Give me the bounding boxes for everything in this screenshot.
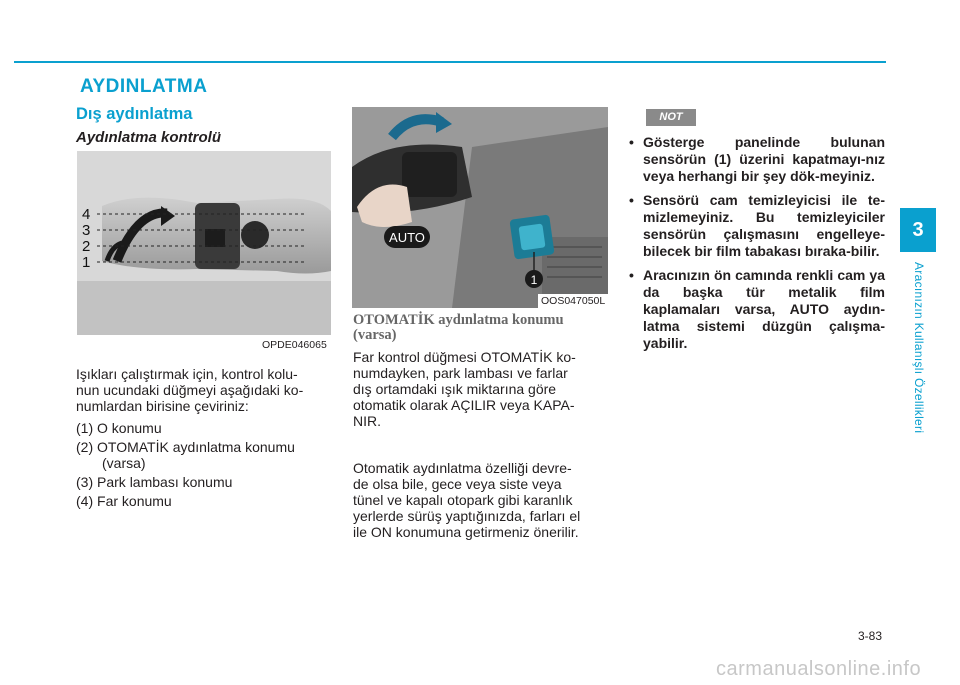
note-badge: NOT	[646, 109, 696, 126]
note-bullet: • Sensörü cam temizleyicisi ile te-mizlemeyiniz. Bu temizleyiciler sensörün çalışmasını engelleye-bilecek bir film tabakası bıraka-bilir.	[629, 192, 885, 259]
lever-label-4: 4	[82, 206, 91, 223]
note-bullet: • Aracınızın ön camında renkli cam ya da başka tür metalik film kaplamaları varsa, AUTO aydın-latma sistemi düzgün çalışma-yabilir.	[629, 267, 885, 351]
note-bullets	[629, 134, 885, 359]
note-bullet: • Gösterge panelinde bulunan sensörün (1) üzerini kapatmayı-nız veya herhangi bir şey dök-meyiniz.	[629, 134, 885, 184]
sensor-marker-1: 1	[530, 273, 538, 287]
position-list	[76, 420, 332, 512]
subheading: Dış aydınlatma	[76, 105, 193, 123]
left-intro	[76, 366, 332, 414]
auto-para2: Otomatik aydınlatma özelliği devre- de olsa bile, gece veya siste veya tünel ve kapalı otopark gibi karanlık yerlerde sürüş yaptığınızda, farları el ile ON konumuna getirmeniz önerilir.	[353, 460, 581, 540]
lever-label-3: 3	[82, 222, 91, 239]
watermark: carmanualsonline.info	[716, 658, 922, 680]
figure-sensor-image	[352, 107, 608, 308]
section-title: AYDINLATMA	[80, 76, 208, 97]
list-item: (3) Park lambası konumu	[76, 474, 233, 490]
figure2-caption: OOS047050L	[541, 295, 606, 307]
intro-line: numlardan birisine çeviriniz:	[76, 398, 249, 414]
auto-label: AUTO	[389, 230, 425, 245]
auto-heading: OTOMATİK aydınlatma konumu (varsa)	[353, 312, 564, 343]
list-item: (1) O konumu	[76, 420, 162, 436]
list-item: (2) OTOMATİK aydınlatma konumu (varsa)	[76, 439, 295, 471]
list-item: (4) Far konumu	[76, 493, 172, 509]
lever-label-1: 1	[82, 254, 91, 271]
page-number: 3-83	[858, 629, 883, 643]
figure-lever-image	[77, 151, 331, 335]
lever-label-2: 2	[82, 238, 91, 255]
figure1-caption: OPDE046065	[262, 339, 327, 351]
top-rule	[14, 61, 886, 63]
intro-line: Işıkları çalıştırmak için, kontrol kolu-	[76, 366, 298, 382]
chapter-title: Aracınızın Kullanışlı Özellikleri	[912, 262, 926, 434]
chapter-tab: 3	[900, 208, 936, 252]
auto-para1: Far kontrol düğmesi OTOMATİK ko- numdayken, park lambası ve farlar dış ortamdaki ışık miktarına göre otomatik olarak AÇILIR veya KAPA- NIR.	[353, 349, 576, 429]
intro-line: nun ucundaki düğmeyi aşağıdaki ko-	[76, 382, 304, 398]
subsubheading: Aydınlatma kontrolü	[76, 129, 222, 146]
